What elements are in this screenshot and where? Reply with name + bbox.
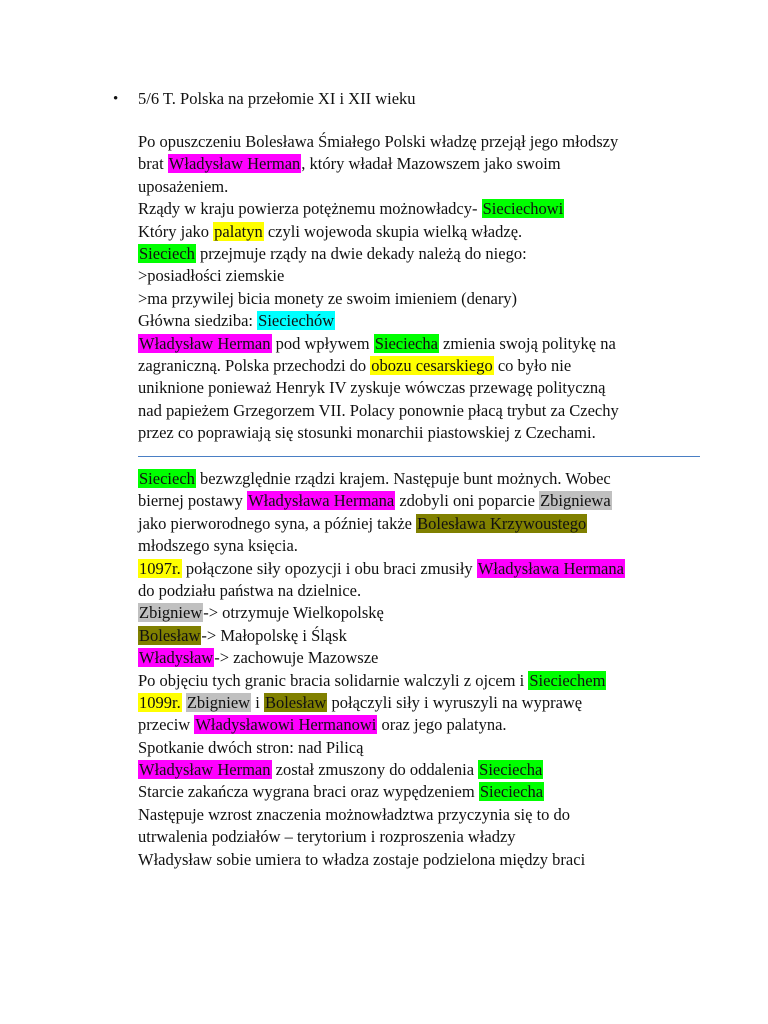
line-text: Po objęciu tych granic bracia solidarnie walczyli z ojcem i bbox=[138, 670, 529, 690]
highlighted-term: Sieciechem bbox=[529, 670, 606, 690]
line-text: Spotkanie dwóch stron: nad Pilicą bbox=[138, 737, 364, 757]
highlighted-term: Sieciech bbox=[139, 243, 195, 263]
line-text: bezwzględnie rządzi krajem. Następuje bunt możnych. Wobec bbox=[195, 469, 611, 488]
highlighted-term: 1097r. bbox=[139, 558, 181, 578]
highlighted-term: Bolesława Krzywoustego bbox=[417, 513, 587, 533]
text-line bbox=[138, 535, 738, 557]
text-line bbox=[138, 826, 738, 848]
text-line bbox=[138, 490, 738, 512]
highlighted-term: Władysław bbox=[139, 648, 214, 668]
highlighted-term: Władysław Herman bbox=[139, 760, 271, 780]
text-line bbox=[138, 422, 738, 444]
text-line bbox=[138, 513, 738, 535]
line-text: przez co poprawiają się stosunki monarchii piastowskiej z Czechami. bbox=[138, 423, 596, 443]
text-line bbox=[138, 288, 738, 310]
text-line bbox=[138, 625, 738, 647]
highlighted-term: Władysława Hermana bbox=[248, 491, 395, 511]
highlighted-term: Zbigniewa bbox=[540, 491, 611, 511]
line-text: oraz jego palatyna. bbox=[377, 715, 507, 735]
line-text: brat bbox=[138, 154, 168, 174]
highlighted-term: palatyn bbox=[214, 221, 263, 241]
line-text: zdobyli oni poparcie bbox=[395, 491, 540, 511]
highlighted-term: Sieciech bbox=[139, 469, 195, 488]
line-text: zmienia swoją politykę na bbox=[438, 333, 616, 353]
line-text: połączone siły opozycji i obu braci zmusiły bbox=[181, 558, 477, 578]
line-text: przeciw bbox=[138, 715, 195, 735]
line-text: co było nie bbox=[493, 355, 572, 375]
text-line bbox=[138, 737, 738, 759]
section-divider bbox=[138, 456, 700, 457]
heading-text: 5/6 T. Polska na przełomie XI i XII wieku bbox=[138, 89, 416, 108]
line-text: połączyli siły i wyruszyli na wyprawę bbox=[327, 692, 583, 712]
paragraph-section-2 bbox=[138, 468, 738, 871]
bullet-icon: • bbox=[113, 91, 119, 107]
text-line bbox=[138, 602, 738, 624]
text-line bbox=[138, 153, 738, 175]
line-text: uniknione ponieważ Henryk IV zyskuje wówczas przewagę polityczną bbox=[138, 378, 606, 398]
line-text: Który jako bbox=[138, 221, 214, 241]
line-text: uposażeniem. bbox=[138, 176, 229, 196]
text-line bbox=[138, 265, 738, 287]
text-line bbox=[138, 647, 738, 669]
text-line bbox=[138, 355, 738, 377]
line-text: pod wpływem bbox=[271, 333, 374, 353]
line-text: i bbox=[251, 692, 264, 712]
highlighted-term: 1099r. bbox=[139, 692, 181, 712]
text-line bbox=[138, 176, 738, 198]
highlighted-term: Sieciecha bbox=[374, 333, 438, 353]
text-line bbox=[138, 333, 738, 355]
highlighted-term: Bolesław bbox=[139, 625, 201, 645]
highlighted-term: Władysławowi Hermanowi bbox=[195, 715, 377, 735]
paragraph-section-1 bbox=[138, 131, 738, 444]
line-text: przejmuje rządy na dwie dekady należą do niego: bbox=[195, 243, 527, 263]
line-text: Po opuszczeniu Bolesława Śmiałego Polski władzę przejął jego młodszy bbox=[138, 132, 619, 151]
text-line bbox=[138, 468, 738, 490]
text-line bbox=[138, 558, 738, 580]
line-text: młodszego syna księcia. bbox=[138, 536, 298, 556]
line-text: jako pierworodnego syna, a później także bbox=[138, 513, 417, 533]
highlighted-term: Władysława Hermana bbox=[477, 558, 624, 578]
text-line bbox=[138, 849, 738, 871]
line-text: >ma przywilej bicia monety ze swoim imieniem (denary) bbox=[138, 288, 518, 308]
text-line bbox=[138, 580, 738, 602]
text-line bbox=[138, 243, 738, 265]
highlighted-term: Sieciechów bbox=[258, 311, 335, 331]
highlighted-term: Zbigniew bbox=[139, 603, 203, 623]
line-text: czyli wojewoda skupia wielką władzę. bbox=[263, 221, 523, 241]
highlighted-term: Władysław Herman bbox=[168, 154, 301, 174]
line-text: do podziału państwa na dzielnice. bbox=[138, 580, 362, 600]
text-line bbox=[138, 781, 738, 803]
line-text: -> Małopolskę i Śląsk bbox=[201, 625, 347, 645]
text-line bbox=[138, 759, 738, 781]
line-text: nad papieżem Grzegorzem VII. Polacy ponownie płacą trybut za Czechy bbox=[138, 400, 619, 420]
text-line bbox=[138, 400, 738, 422]
line-text: Następuje wzrost znaczenia możnowładztwa przyczynia się to do bbox=[138, 804, 571, 824]
highlighted-term: obozu cesarskiego bbox=[371, 355, 493, 375]
text-line bbox=[138, 310, 738, 332]
line-text: Starcie zakańcza wygrana braci oraz wypędzeniem bbox=[138, 782, 479, 802]
highlighted-term: Sieciechowi bbox=[482, 199, 564, 219]
text-line bbox=[138, 221, 738, 243]
line-text: >posiadłości ziemskie bbox=[138, 266, 285, 286]
highlighted-term: Zbigniew bbox=[186, 692, 251, 712]
highlighted-term: Władysław Herman bbox=[139, 333, 271, 353]
line-text: Rządy w kraju powierza potężnemu możnowładcy- bbox=[138, 199, 482, 219]
text-line bbox=[138, 714, 738, 736]
highlighted-term: Bolesław bbox=[264, 692, 327, 712]
line-text: Władysław sobie umiera to władza zostaje podzielona między braci bbox=[138, 849, 586, 869]
text-line bbox=[138, 804, 738, 826]
text-line bbox=[138, 670, 738, 692]
text-line bbox=[138, 692, 738, 714]
line-text: , który władał Mazowszem jako swoim bbox=[301, 154, 561, 174]
text-line bbox=[138, 131, 738, 153]
text-line bbox=[138, 198, 738, 220]
line-text: utrwalenia podziałów – terytorium i rozproszenia władzy bbox=[138, 827, 516, 847]
highlighted-term: Sieciecha bbox=[479, 782, 544, 802]
line-text: został zmuszony do oddalenia bbox=[271, 760, 479, 780]
line-text: -> otrzymuje Wielkopolskę bbox=[203, 603, 384, 623]
line-text: Główna siedziba: bbox=[138, 311, 258, 331]
line-text: -> zachowuje Mazowsze bbox=[214, 648, 379, 668]
line-text: biernej postawy bbox=[138, 491, 248, 511]
highlighted-term: Sieciecha bbox=[479, 760, 543, 780]
text-line bbox=[138, 377, 738, 399]
line-text: zagraniczną. Polska przechodzi do bbox=[138, 355, 371, 375]
